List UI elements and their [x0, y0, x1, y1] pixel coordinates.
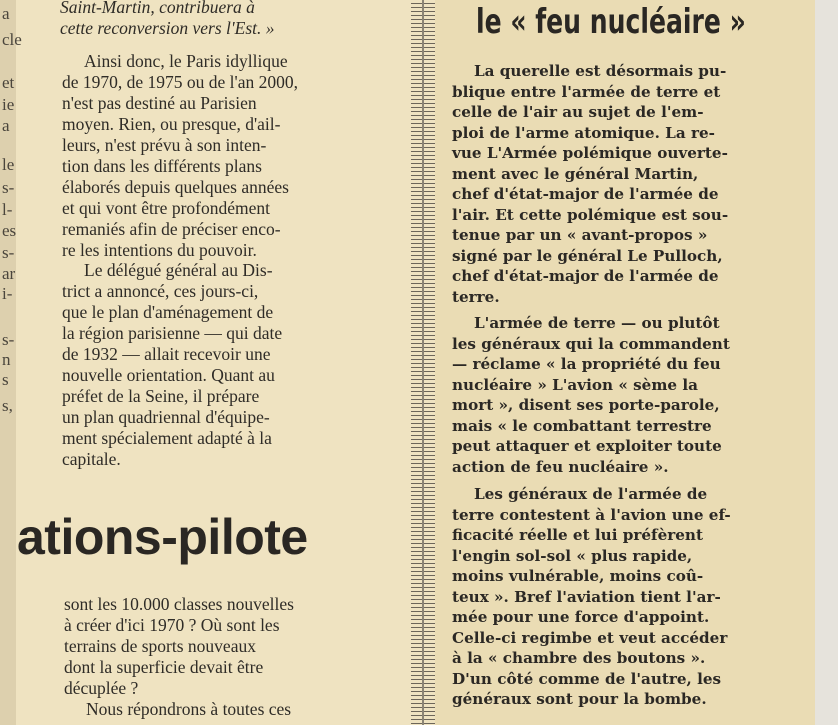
text-line: et qui vont être profondément — [62, 198, 270, 218]
text-line: terre contestent à l'avion une ef- — [452, 505, 731, 524]
edge-fragment: s- — [2, 243, 15, 262]
text-line: ment spécialement adapté à la — [62, 428, 272, 448]
text-line: La querelle est désormais pu- — [474, 62, 727, 80]
text-line: ficacité réelle et lui préfèrent — [452, 526, 703, 544]
text-line: dont la superficie devait être — [64, 657, 264, 677]
text-line: moyen. Rien, ou presque, d'ail- — [62, 114, 281, 134]
text-line: les généraux qui la commandent — [452, 334, 730, 353]
left-paragraph-1 — [62, 51, 412, 261]
edge-fragment: s- — [2, 178, 15, 197]
left-headline: ations-pilote — [17, 509, 308, 565]
text-line: n'est pas destiné au Parisien — [62, 93, 257, 113]
text-line: Saint-Martin, contribuera à — [60, 0, 255, 17]
text-line: terre. — [452, 287, 500, 306]
scan-background-edge — [815, 0, 838, 725]
text-line: D'un côté comme de l'autre, les — [452, 669, 722, 688]
text-line: — réclame « la propriété du feu — [452, 355, 721, 373]
text-line: généraux sont pour la bombe. — [452, 690, 707, 708]
text-line: signé par le général Le Pulloch, — [452, 246, 723, 265]
left-paragraph-3 — [64, 594, 414, 720]
text-line: peut attaquer et exploiter toute — [452, 437, 722, 455]
text-line: ment avec le général Martin, — [452, 164, 699, 183]
text-line: l'engin sol-sol « plus rapide, — [452, 546, 693, 565]
right-paragraph-1 — [452, 61, 728, 307]
edge-fragment: s, — [2, 396, 13, 415]
text-line: préfet de la Seine, il prépare — [62, 386, 260, 406]
text-line: Le délégué général au Dis- — [84, 260, 273, 280]
text-line: trict a annoncé, ces jours-ci, — [62, 281, 259, 301]
text-line: terrains de sports nouveaux — [64, 636, 256, 656]
text-line: moins vulnérable, moins coû- — [452, 567, 704, 585]
text-line: de 1932 — allait recevoir une — [62, 344, 271, 364]
text-line: nucléaire » L'avion « sème la — [452, 375, 698, 394]
fold-line — [422, 0, 424, 725]
edge-fragment: n — [2, 350, 11, 369]
edge-fragment: a — [2, 4, 10, 23]
text-line: Celle-ci regimbe et veut accéder — [452, 628, 728, 647]
text-line: élaborés depuis quelques années — [62, 177, 289, 197]
text-line: un plan quadriennal d'équipe- — [62, 407, 270, 427]
text-line: re les intentions du pouvoir. — [62, 240, 257, 260]
text-line: leurs, n'est prévu à son inten- — [62, 135, 267, 155]
edge-fragment: s — [2, 370, 9, 389]
text-line: la région parisienne — qui date — [62, 323, 283, 343]
edge-fragment: ar — [2, 264, 16, 283]
left-paragraph-2 — [62, 260, 412, 470]
text-line: blique entre l'armée de terre et — [452, 82, 721, 101]
text-line: celle de l'air au sujet de l'em- — [452, 103, 704, 121]
edge-fragment: et — [2, 73, 15, 92]
text-line: à la « chambre des boutons ». — [452, 649, 706, 667]
text-line: cette reconversion vers l'Est. » — [60, 18, 275, 38]
edge-fragment: cle — [2, 30, 22, 49]
edge-fragment: a — [2, 116, 10, 135]
text-line: chef d'état-major de l'armée de — [452, 267, 719, 285]
edge-fragment: ie — [2, 95, 15, 114]
text-line: L'armée de terre — ou plutôt — [474, 314, 720, 332]
text-line: Nous répondrons à toutes ces — [86, 699, 292, 719]
text-line: Ainsi donc, le Paris idyllique — [84, 51, 288, 71]
text-line: à créer d'ici 1970 ? Où sont les — [64, 615, 280, 635]
text-line: de 1970, de 1975 ou de l'an 2000, — [62, 72, 298, 92]
text-line: tion dans les différents plans — [62, 156, 262, 176]
edge-fragment: l- — [2, 200, 13, 219]
text-line: remaniés afin de préciser enco- — [62, 219, 281, 239]
text-line: que le plan d'aménagement de — [62, 302, 274, 322]
text-line: nouvelle orientation. Quant au — [62, 365, 275, 385]
edge-fragment: le — [2, 155, 15, 174]
right-headline: le « feu nucléaire » — [476, 2, 746, 42]
text-line: capitale. — [62, 449, 121, 469]
text-line: ploi de l'arme atomique. La re- — [452, 123, 715, 142]
text-line: sont les 10.000 classes nouvelles — [64, 594, 294, 614]
text-line: action de feu nucléaire ». — [452, 457, 669, 476]
text-line: mée pour une force d'appoint. — [452, 608, 710, 626]
text-line: chef d'état-major de l'armée de — [452, 185, 719, 203]
edge-fragment: i- — [2, 284, 13, 303]
right-paragraph-3 — [452, 484, 731, 710]
text-line: vue L'Armée polémique ouverte- — [452, 144, 728, 162]
edge-fragment: es — [2, 221, 17, 240]
text-line: tenue par un « avant-propos » — [452, 226, 708, 244]
text-line: décuplée ? — [64, 678, 139, 698]
text-line: mort », disent ses porte-parole, — [452, 396, 720, 414]
edge-fragment: s- — [2, 330, 15, 349]
text-line: teux ». Bref l'aviation tient l'ar- — [452, 587, 721, 606]
text-line: mais « le combattant terrestre — [452, 416, 712, 435]
text-line: l'air. Et cette polémique est sou- — [452, 205, 729, 224]
left-intro — [60, 0, 275, 39]
right-paragraph-2 — [452, 313, 730, 477]
text-line: Les généraux de l'armée de — [474, 485, 708, 503]
